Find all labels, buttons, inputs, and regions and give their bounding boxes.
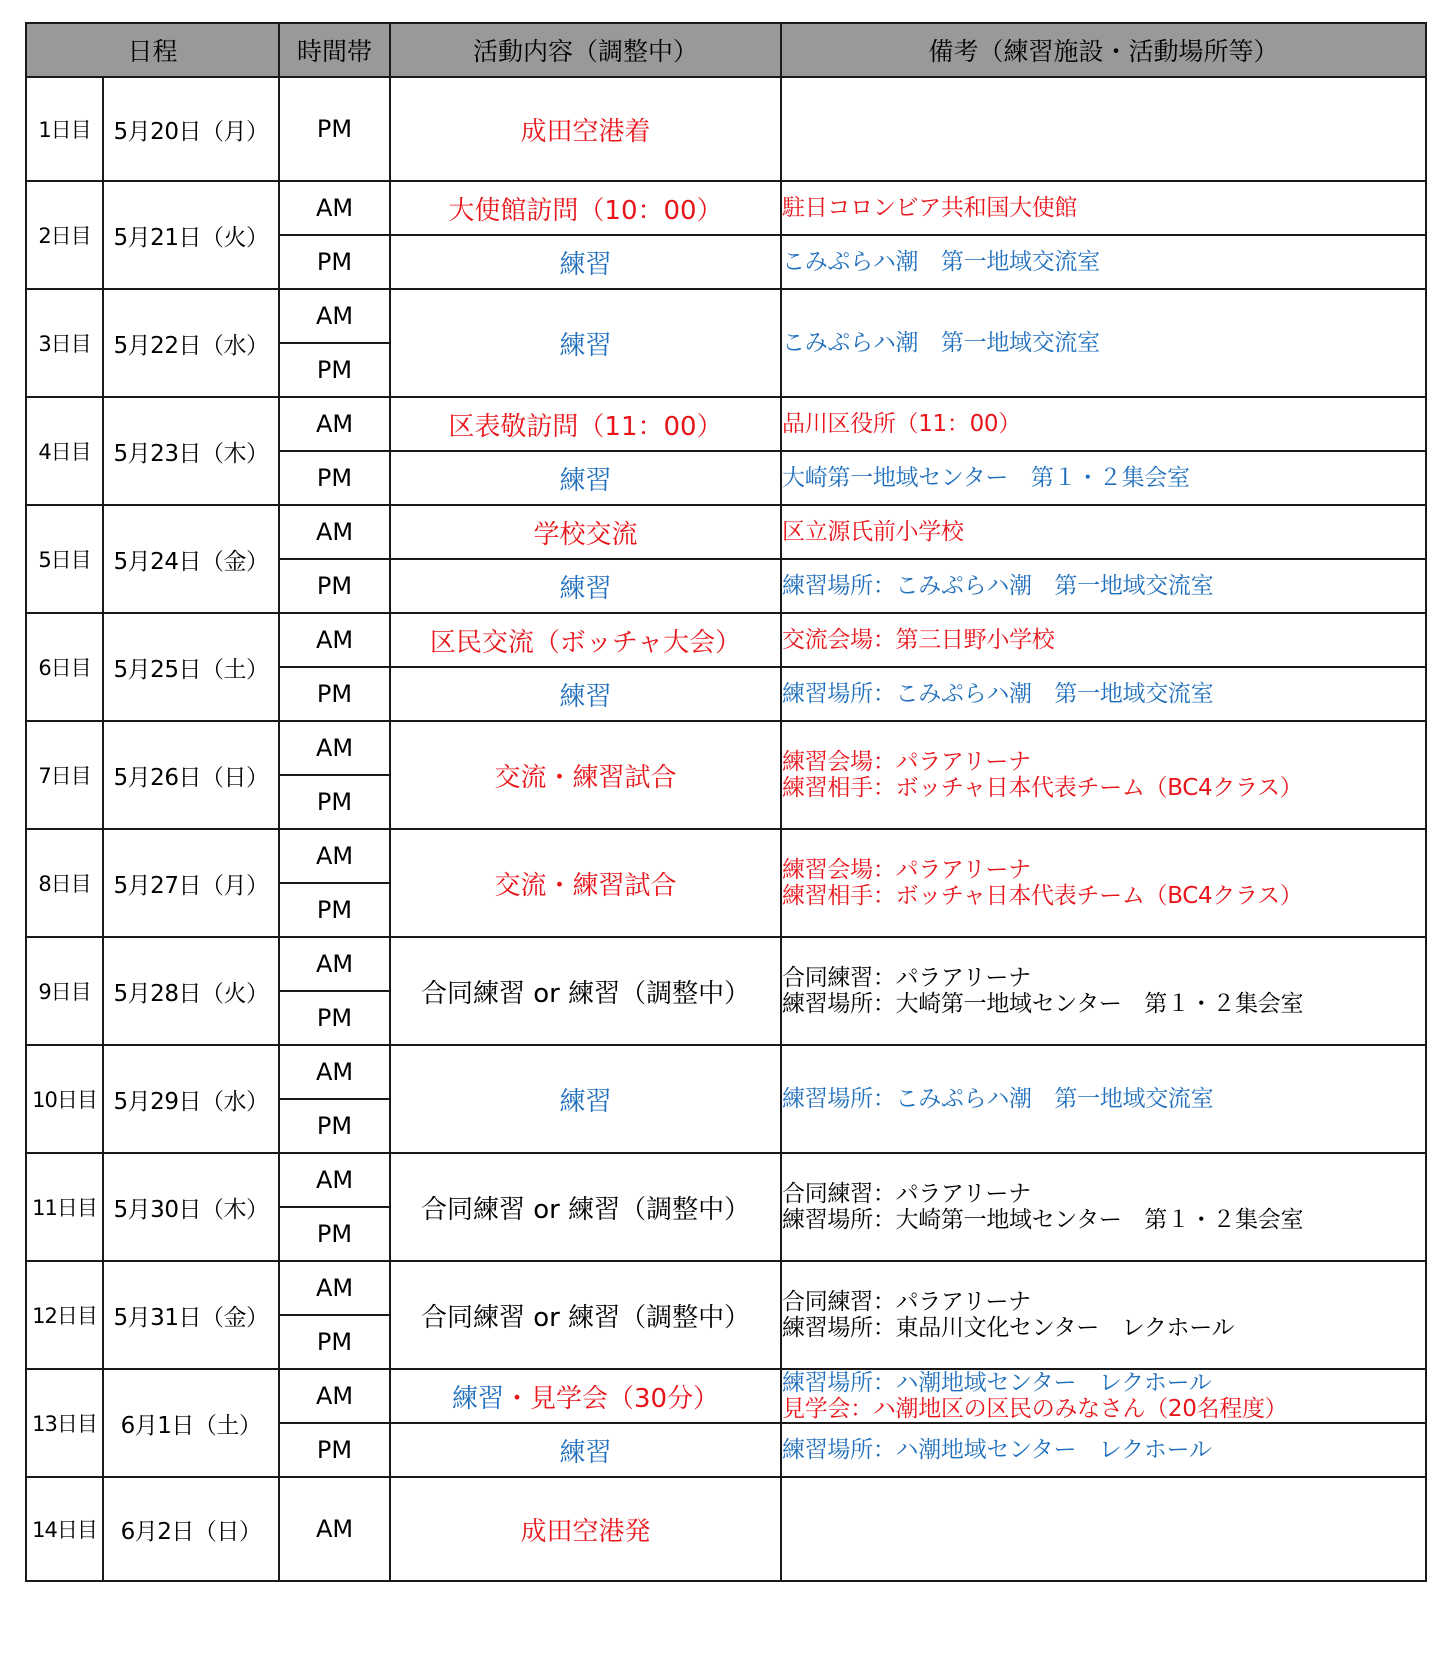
date-label: 5月22日（水） <box>103 289 279 397</box>
date-label: 5月29日（水） <box>103 1045 279 1153</box>
timezone-cell: AM <box>279 1045 390 1099</box>
activity-cell: 練習 <box>390 559 781 613</box>
timezone-cell: AM <box>279 1153 390 1207</box>
activity-separator: ・ <box>503 1383 530 1414</box>
date-label: 6月2日（日） <box>103 1477 279 1581</box>
table-row <box>26 397 1426 451</box>
header-activity: 活動内容（調整中） <box>390 23 781 77</box>
activity-cell <box>390 1369 781 1423</box>
timezone-cell: AM <box>279 1369 390 1423</box>
remarks-cell: 練習場所：こみぷらハ潮 第一地域交流室 <box>781 667 1426 721</box>
header-row <box>26 23 1426 77</box>
remarks-line: 合同練習：パラアリーナ <box>782 965 1031 991</box>
day-label: 8日目 <box>26 829 103 937</box>
activity-cell: 大使館訪問（10：00） <box>390 181 781 235</box>
day-label: 6日目 <box>26 613 103 721</box>
activity-cell: 成田空港発 <box>390 1477 781 1581</box>
header-remarks: 備考（練習施設・活動場所等） <box>781 23 1426 77</box>
remarks-cell <box>781 721 1426 829</box>
day-label: 12日目 <box>26 1261 103 1369</box>
date-label: 5月30日（木） <box>103 1153 279 1261</box>
timezone-cell: AM <box>279 613 390 667</box>
remarks-cell: 品川区役所（11：00） <box>781 397 1426 451</box>
remarks-cell <box>781 829 1426 937</box>
remarks-line: 合同練習：パラアリーナ <box>782 1181 1031 1207</box>
timezone-cell: PM <box>279 343 390 397</box>
activity-cell: 学校交流 <box>390 505 781 559</box>
date-label: 5月23日（木） <box>103 397 279 505</box>
table-row <box>26 77 1426 181</box>
day-label: 7日目 <box>26 721 103 829</box>
date-label: 5月31日（金） <box>103 1261 279 1369</box>
timezone-cell: PM <box>279 991 390 1045</box>
remarks-cell: 練習場所：こみぷらハ潮 第一地域交流室 <box>781 1045 1426 1153</box>
date-label: 5月21日（火） <box>103 181 279 289</box>
day-label: 11日目 <box>26 1153 103 1261</box>
timezone-cell: PM <box>279 1423 390 1477</box>
activity-cell: 練習 <box>390 1423 781 1477</box>
day-label: 14日目 <box>26 1477 103 1581</box>
timezone-cell: AM <box>279 181 390 235</box>
activity-cell: 合同練習 or 練習（調整中） <box>390 1261 781 1369</box>
remarks-cell <box>781 1261 1426 1369</box>
table-row <box>26 1045 1426 1099</box>
remarks-cell: 駐日コロンビア共和国大使館 <box>781 181 1426 235</box>
remarks-cell: 練習場所：ハ潮地域センター レクホール <box>781 1423 1426 1477</box>
table-row <box>26 1153 1426 1207</box>
remarks-line: 練習場所：ハ潮地域センター レクホール <box>782 1370 1212 1396</box>
table-row <box>26 1261 1426 1315</box>
date-label: 5月27日（月） <box>103 829 279 937</box>
remarks-line: 練習会場：パラアリーナ <box>782 749 1031 775</box>
remarks-cell: 区立源氏前小学校 <box>781 505 1426 559</box>
remarks-line: 練習会場：パラアリーナ <box>782 857 1031 883</box>
timezone-cell: PM <box>279 235 390 289</box>
date-label: 5月26日（日） <box>103 721 279 829</box>
table-row <box>26 613 1426 667</box>
activity-part: 見学会（30分） <box>529 1383 720 1414</box>
timezone-cell: AM <box>279 505 390 559</box>
remarks-line: 見学会：ハ潮地区の区民のみなさん（20名程度） <box>782 1396 1288 1422</box>
remarks-line: 練習相手：ボッチャ日本代表チーム（BC4クラス） <box>782 883 1303 909</box>
activity-part: 練習 <box>451 1383 504 1414</box>
remarks-cell: 交流会場：第三日野小学校 <box>781 613 1426 667</box>
table-row <box>26 505 1426 559</box>
table-row <box>26 937 1426 991</box>
remarks-line: 練習場所：大崎第一地域センター 第１・２集会室 <box>782 991 1304 1017</box>
timezone-cell: AM <box>279 289 390 343</box>
timezone-cell: AM <box>279 397 390 451</box>
date-label: 6月1日（土） <box>103 1369 279 1477</box>
timezone-cell: PM <box>279 559 390 613</box>
timezone-cell: PM <box>279 775 390 829</box>
remarks-cell <box>781 937 1426 1045</box>
remarks-line: 合同練習：パラアリーナ <box>782 1289 1031 1315</box>
table-row <box>26 1477 1426 1581</box>
activity-cell: 区民交流（ボッチャ大会） <box>390 613 781 667</box>
timezone-cell: AM <box>279 1477 390 1581</box>
remarks-cell <box>781 1153 1426 1261</box>
remarks-cell: 練習場所：こみぷらハ潮 第一地域交流室 <box>781 559 1426 613</box>
activity-cell: 合同練習 or 練習（調整中） <box>390 1153 781 1261</box>
day-label: 3日目 <box>26 289 103 397</box>
date-label: 5月24日（金） <box>103 505 279 613</box>
timezone-cell: PM <box>279 1099 390 1153</box>
remarks-cell: こみぷらハ潮 第一地域交流室 <box>781 235 1426 289</box>
table-row <box>26 181 1426 235</box>
table-row <box>26 1369 1426 1423</box>
timezone-cell: PM <box>279 1315 390 1369</box>
timezone-cell: PM <box>279 451 390 505</box>
timezone-cell: AM <box>279 1261 390 1315</box>
day-label: 10日目 <box>26 1045 103 1153</box>
header-schedule: 日程 <box>26 23 279 77</box>
remarks-line: 練習場所：東品川文化センター レクホール <box>782 1315 1235 1341</box>
activity-cell: 練習 <box>390 289 781 397</box>
remarks-line: 練習場所：大崎第一地域センター 第１・２集会室 <box>782 1207 1304 1233</box>
timezone-cell: PM <box>279 883 390 937</box>
activity-cell: 合同練習 or 練習（調整中） <box>390 937 781 1045</box>
timezone-cell: AM <box>279 829 390 883</box>
timezone-cell: AM <box>279 721 390 775</box>
schedule-table <box>25 22 1427 1582</box>
table-row <box>26 289 1426 343</box>
activity-cell: 練習 <box>390 667 781 721</box>
remarks-cell <box>781 1369 1426 1423</box>
day-label: 13日目 <box>26 1369 103 1477</box>
date-label: 5月20日（月） <box>103 77 279 181</box>
activity-cell: 練習 <box>390 235 781 289</box>
day-label: 1日目 <box>26 77 103 181</box>
day-label: 9日目 <box>26 937 103 1045</box>
activity-cell: 交流・練習試合 <box>390 721 781 829</box>
remarks-cell: 大崎第一地域センター 第１・２集会室 <box>781 451 1426 505</box>
remarks-cell <box>781 1477 1426 1581</box>
timezone-cell: AM <box>279 937 390 991</box>
activity-cell: 交流・練習試合 <box>390 829 781 937</box>
timezone-cell: PM <box>279 667 390 721</box>
date-label: 5月28日（火） <box>103 937 279 1045</box>
remarks-cell: こみぷらハ潮 第一地域交流室 <box>781 289 1426 397</box>
timezone-cell: PM <box>279 77 390 181</box>
timezone-cell: PM <box>279 1207 390 1261</box>
day-label: 2日目 <box>26 181 103 289</box>
date-label: 5月25日（土） <box>103 613 279 721</box>
remarks-cell <box>781 77 1426 181</box>
table-row <box>26 829 1426 883</box>
day-label: 5日目 <box>26 505 103 613</box>
table-row <box>26 721 1426 775</box>
activity-cell: 区表敬訪問（11：00） <box>390 397 781 451</box>
activity-cell: 成田空港着 <box>390 77 781 181</box>
header-timezone: 時間帯 <box>279 23 390 77</box>
activity-cell: 練習 <box>390 1045 781 1153</box>
remarks-line: 練習相手：ボッチャ日本代表チーム（BC4クラス） <box>782 775 1303 801</box>
day-label: 4日目 <box>26 397 103 505</box>
activity-cell: 練習 <box>390 451 781 505</box>
